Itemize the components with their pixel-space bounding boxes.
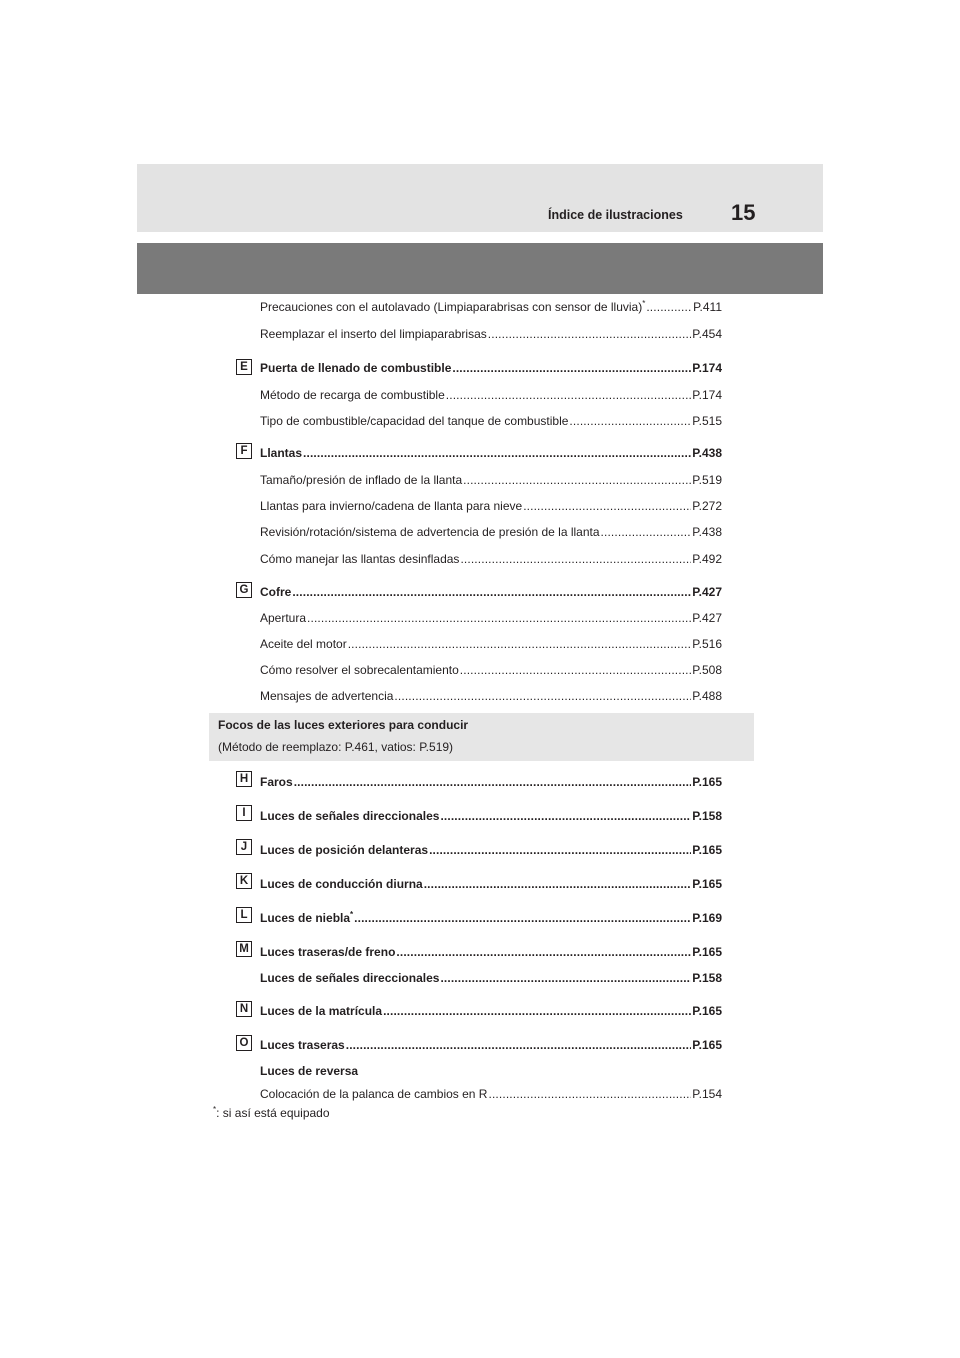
letter-marker-k: K	[236, 873, 252, 889]
page-ref-link[interactable]: P.174	[692, 388, 722, 402]
entry-label: Puerta de llenado de combustible	[260, 361, 452, 375]
leader-dots	[307, 611, 691, 626]
entry-label: Luces traseras	[260, 1038, 345, 1052]
page-ref-link[interactable]: P.454	[692, 327, 722, 341]
page-ref-link[interactable]: P.508	[692, 663, 722, 677]
list-item	[260, 525, 722, 540]
list-item	[260, 809, 722, 824]
list-item	[260, 1087, 722, 1102]
leader-dots	[394, 689, 691, 704]
page-ref-link[interactable]: P.438	[692, 525, 722, 539]
list-item	[260, 611, 722, 626]
leader-dots	[346, 1038, 691, 1053]
list-item	[260, 552, 722, 567]
list-item	[260, 945, 722, 960]
page-ref-link[interactable]: P.492	[692, 552, 722, 566]
list-item	[260, 388, 722, 403]
list-item	[260, 300, 722, 315]
leader-dots	[440, 971, 691, 986]
section-title: Índice de ilustraciones	[548, 208, 683, 222]
leader-dots	[348, 637, 691, 652]
list-item	[260, 689, 722, 704]
letter-marker-e: E	[236, 359, 252, 375]
entry-label: Llantas para invierno/cadena de llanta para nieve	[260, 499, 523, 513]
letter-marker-o: O	[236, 1035, 252, 1051]
page-ref-link[interactable]: P.427	[692, 611, 722, 625]
dark-band	[137, 243, 823, 294]
leader-dots	[460, 663, 691, 678]
leader-dots	[646, 300, 692, 315]
leader-dots	[601, 525, 692, 540]
leader-dots	[294, 775, 692, 790]
entry-label: Mensajes de advertencia	[260, 689, 394, 703]
entry-label: Faros	[260, 775, 293, 789]
leader-dots	[440, 809, 691, 824]
list-item	[260, 663, 722, 678]
leader-dots	[383, 1004, 691, 1019]
list-item	[260, 877, 722, 892]
list-item	[260, 499, 722, 514]
entry-label: Aceite del motor	[260, 637, 347, 651]
entry-label: Tipo de combustible/capacidad del tanque de combustible	[260, 414, 569, 428]
list-item	[260, 585, 722, 600]
entry-label: Tamaño/presión de inflado de la llanta	[260, 473, 463, 487]
page-ref-link[interactable]: P.165	[692, 843, 722, 857]
entry-label: Luces de conducción diurna	[260, 877, 423, 891]
letter-marker-j: J	[236, 839, 252, 855]
letter-marker-h: H	[236, 771, 252, 787]
leader-dots	[446, 388, 691, 403]
leader-dots	[424, 877, 691, 892]
entry-label: Llantas	[260, 446, 303, 460]
page-ref-link[interactable]: P.165	[692, 877, 722, 891]
list-item	[260, 1004, 722, 1019]
entry-label: Método de recarga de combustible	[260, 388, 445, 402]
letter-marker-g: G	[236, 582, 252, 598]
list-item	[260, 911, 722, 926]
leader-dots	[354, 911, 691, 926]
entry-label: Cómo manejar las llantas desinfladas	[260, 552, 460, 566]
list-item	[260, 775, 722, 790]
entry-label: Reemplazar el inserto del limpiaparabrisas	[260, 327, 487, 341]
header-bar	[137, 164, 823, 232]
page-ref-link[interactable]: P.427	[692, 585, 722, 599]
leader-dots	[523, 499, 691, 514]
leader-dots	[452, 361, 691, 376]
entry-label: Luces traseras/de freno	[260, 945, 396, 959]
page-ref-link[interactable]: P.438	[692, 446, 722, 460]
leader-dots	[488, 1087, 691, 1102]
entry-label: Luces de la matrícula	[260, 1004, 383, 1018]
entry-label: Precauciones con el autolavado (Limpiaparabrisas con sensor de lluvia)*	[260, 299, 646, 314]
info-box-subtitle: (Método de reemplazo: P.461, vatios: P.519)	[218, 740, 454, 754]
footnote-text: : si así está equipado	[216, 1106, 330, 1120]
entry-label: Cómo resolver el sobrecalentamiento	[260, 663, 459, 677]
entry-label: Luces de posición delanteras	[260, 843, 429, 857]
leader-dots	[569, 414, 691, 429]
list-item	[260, 1038, 722, 1053]
entry-label: Luces de niebla*	[260, 910, 354, 925]
leader-dots	[303, 446, 691, 461]
page-ref-link[interactable]: P.165	[692, 775, 722, 789]
entry-label: Luces de señales direccionales	[260, 971, 440, 985]
page-ref-link[interactable]: P.174	[692, 361, 722, 375]
list-item	[260, 414, 722, 429]
list-item	[260, 1064, 722, 1079]
leader-dots	[488, 327, 691, 342]
list-item	[260, 473, 722, 488]
letter-marker-n: N	[236, 1001, 252, 1017]
page-ref-link[interactable]: P.516	[692, 637, 722, 651]
footnote-mark: *	[213, 1105, 217, 1114]
entry-label: Apertura	[260, 611, 307, 625]
leader-dots	[292, 585, 691, 600]
page-ref-link[interactable]: P.165	[692, 945, 722, 959]
info-box-title: Focos de las luces exteriores para conducir	[218, 718, 469, 732]
list-item	[260, 327, 722, 342]
list-item	[260, 971, 722, 986]
page-ref-link[interactable]: P.169	[692, 911, 722, 925]
page-ref-link[interactable]: P.488	[692, 689, 722, 703]
page-ref-link[interactable]: P.158	[692, 971, 722, 985]
list-item	[260, 361, 722, 376]
list-item	[260, 843, 722, 858]
letter-marker-i: I	[236, 805, 252, 821]
letter-marker-l: L	[236, 907, 252, 923]
list-item	[260, 446, 722, 461]
page-ref-link[interactable]: P.272	[692, 499, 722, 513]
leader-dots	[429, 843, 691, 858]
leader-dots	[460, 552, 691, 567]
page-number: 15	[731, 200, 756, 225]
page-ref-link[interactable]: P.519	[692, 473, 722, 487]
footnote	[213, 1106, 330, 1120]
entry-label: Luces de señales direccionales	[260, 809, 440, 823]
page-ref-link[interactable]: P.515	[692, 414, 722, 428]
page-ref-link[interactable]: P.411	[693, 300, 722, 314]
leader-dots	[463, 473, 691, 488]
page-ref-link[interactable]: P.165	[692, 1004, 722, 1018]
leader-dots	[396, 945, 691, 960]
list-item	[260, 637, 722, 652]
letter-marker-f: F	[236, 443, 252, 459]
page-ref-link[interactable]: P.154	[692, 1087, 722, 1101]
entry-label: Colocación de la palanca de cambios en R	[260, 1087, 488, 1101]
entry-label: Revisión/rotación/sistema de advertencia de presión de la llanta	[260, 525, 600, 539]
entry-label: Luces de reversa	[260, 1064, 359, 1078]
entry-label: Cofre	[260, 585, 292, 599]
page-ref-link[interactable]: P.158	[692, 809, 722, 823]
page-ref-link[interactable]: P.165	[692, 1038, 722, 1052]
letter-marker-m: M	[236, 941, 252, 957]
